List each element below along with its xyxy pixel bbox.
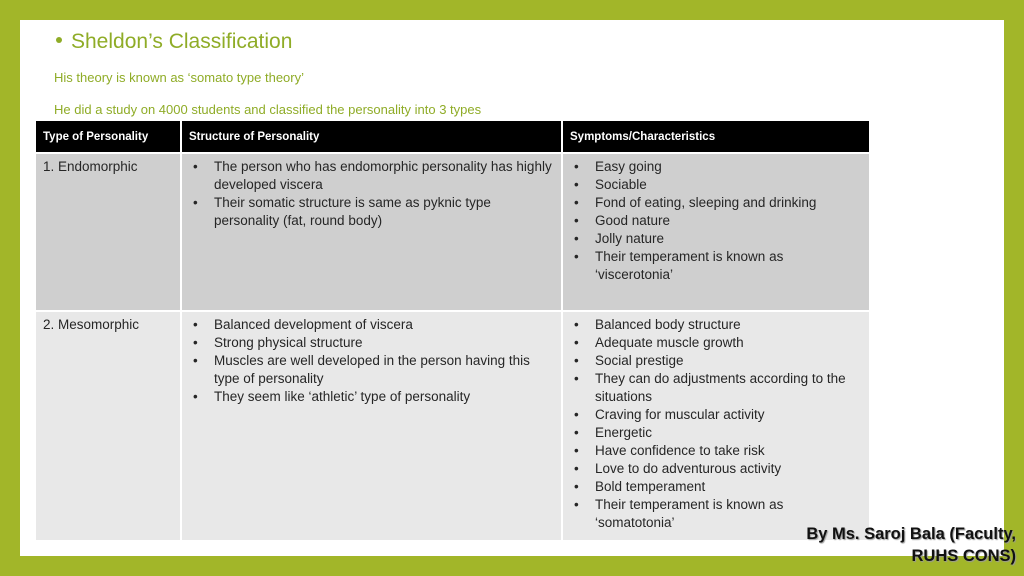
cell-type: 2. Mesomorphic xyxy=(36,311,181,540)
cell-structure xyxy=(181,311,562,540)
study-line: He did a study on 4000 students and classified the personality into 3 types xyxy=(54,102,482,117)
list-item: • Fond of eating, sleeping and drinking xyxy=(570,194,862,212)
slide xyxy=(20,20,1004,556)
list-item: • Love to do adventurous activity xyxy=(570,460,862,478)
header-symptoms: Symptoms/Characteristics xyxy=(562,121,869,153)
list-item: • Easy going xyxy=(570,158,862,176)
cell-symptoms xyxy=(562,153,869,311)
list-item: • The person who has endomorphic personality has highly developed viscera xyxy=(189,158,554,194)
list-item: • Bold temperament xyxy=(570,478,862,496)
list-item: • Their temperament is known as ‘viscerotonia’ xyxy=(570,248,862,284)
author-credit xyxy=(806,523,1016,567)
list-item: • Jolly nature xyxy=(570,230,862,248)
theory-line: His theory is known as ‘somato type theory’ xyxy=(54,70,304,85)
slide-title xyxy=(56,30,292,54)
list-item: • They seem like ‘athletic’ type of personality xyxy=(189,388,554,406)
table-row-endomorphic xyxy=(36,153,869,311)
table-header-row xyxy=(36,121,869,153)
list-item: • Adequate muscle growth xyxy=(570,334,862,352)
list-item: • Balanced body structure xyxy=(570,316,862,334)
list-item: • Strong physical structure xyxy=(189,334,554,352)
list-item: • Balanced development of viscera xyxy=(189,316,554,334)
credit-line-2: RUHS CONS) xyxy=(911,547,1016,565)
header-type: Type of Personality xyxy=(36,121,181,153)
header-structure: Structure of Personality xyxy=(181,121,562,153)
list-item: • Their somatic structure is same as pyknic type personality (fat, round body) xyxy=(189,194,554,230)
list-item: • Craving for muscular activity xyxy=(570,406,862,424)
credit-line-1: By Ms. Saroj Bala (Faculty, xyxy=(806,525,1016,543)
list-item: • Good nature xyxy=(570,212,862,230)
list-item: • They can do adjustments according to the situations xyxy=(570,370,862,406)
list-item: • Energetic xyxy=(570,424,862,442)
list-item: • Sociable xyxy=(570,176,862,194)
list-item: • Have confidence to take risk xyxy=(570,442,862,460)
list-item: • Social prestige xyxy=(570,352,862,370)
list-item: • Their temperament is known as ‘somatotonia’ xyxy=(570,496,862,532)
table-row-mesomorphic xyxy=(36,311,869,540)
personality-table xyxy=(36,121,869,540)
cell-symptoms xyxy=(562,311,869,540)
cell-type: 1. Endomorphic xyxy=(36,153,181,311)
slide-title-text: Sheldon’s Classification xyxy=(71,30,293,53)
bullet-icon xyxy=(56,37,62,43)
list-item: • Muscles are well developed in the person having this type of personality xyxy=(189,352,554,388)
cell-structure xyxy=(181,153,562,311)
